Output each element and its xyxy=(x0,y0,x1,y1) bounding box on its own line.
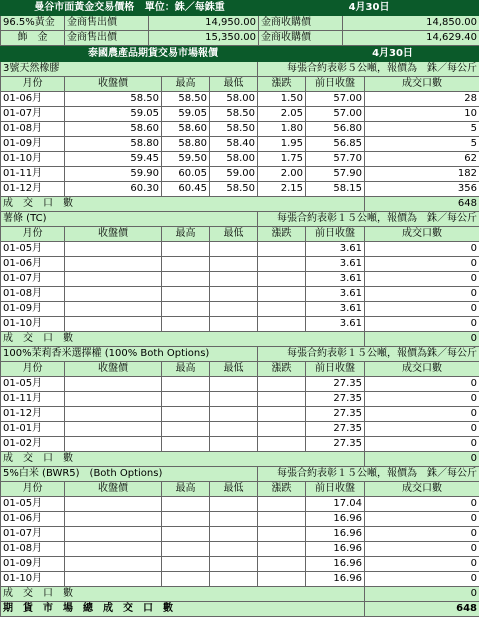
value-cell: 60.45 xyxy=(162,182,210,197)
value-cell xyxy=(65,497,162,512)
value-cell: 58.50 xyxy=(65,92,162,107)
value-cell: 17.04 xyxy=(306,497,365,512)
value-cell xyxy=(65,422,162,437)
value-cell xyxy=(162,407,210,422)
month-cell: 01-10月 xyxy=(1,572,65,587)
value-cell xyxy=(210,542,258,557)
month-cell: 01-09月 xyxy=(1,557,65,572)
volume-value: 0 xyxy=(365,332,479,347)
value-cell xyxy=(65,512,162,527)
month-cell: 01-07月 xyxy=(1,527,65,542)
column-header: 前日收盤 xyxy=(306,482,365,497)
value-cell: 0 xyxy=(365,392,479,407)
value-cell: 58.50 xyxy=(210,107,258,122)
value-cell: 16.96 xyxy=(306,512,365,527)
value-cell: 59.05 xyxy=(162,107,210,122)
value-cell: 10 xyxy=(365,107,479,122)
column-header: 成交口數 xyxy=(365,77,479,92)
value-cell xyxy=(65,257,162,272)
value-cell: 0 xyxy=(365,287,479,302)
value-cell xyxy=(258,272,306,287)
section-name: 100%茉莉香米選擇權 (100% Both Options) xyxy=(1,347,258,362)
value-cell: 16.96 xyxy=(306,542,365,557)
value-cell: 27.35 xyxy=(306,392,365,407)
sell-label: 金商售出價 xyxy=(65,31,149,46)
buy-label: 金商收購價 xyxy=(259,16,343,31)
value-cell xyxy=(258,527,306,542)
section-note: 每張合約表彰５公噸，報價為 銖／每公斤 xyxy=(258,62,479,77)
buy-price: 14,850.00 xyxy=(343,16,479,31)
value-cell xyxy=(162,497,210,512)
value-cell xyxy=(65,242,162,257)
value-cell: 1.80 xyxy=(258,122,306,137)
value-cell xyxy=(65,302,162,317)
value-cell: 0 xyxy=(365,512,479,527)
value-cell: 58.80 xyxy=(65,137,162,152)
value-cell: 0 xyxy=(365,497,479,512)
value-cell xyxy=(258,542,306,557)
value-cell xyxy=(210,437,258,452)
month-cell: 01-12月 xyxy=(1,407,65,422)
column-header: 最高 xyxy=(162,77,210,92)
column-header: 最高 xyxy=(162,227,210,242)
value-cell xyxy=(162,572,210,587)
column-header: 漲跌 xyxy=(258,227,306,242)
value-cell: 0 xyxy=(365,257,479,272)
column-header: 前日收盤 xyxy=(306,77,365,92)
column-header: 月份 xyxy=(1,362,65,377)
value-cell: 60.05 xyxy=(162,167,210,182)
volume-label: 成 交 口 數 xyxy=(1,197,365,212)
table-row xyxy=(1,407,479,422)
value-cell xyxy=(210,272,258,287)
value-cell xyxy=(65,407,162,422)
value-cell xyxy=(258,317,306,332)
gold-unit: 單位：銖／每銖重 xyxy=(144,2,225,13)
value-cell xyxy=(258,422,306,437)
column-header: 前日收盤 xyxy=(306,362,365,377)
value-cell xyxy=(258,557,306,572)
column-header: 成交口數 xyxy=(365,482,479,497)
column-header: 漲跌 xyxy=(258,482,306,497)
table-row xyxy=(1,377,479,392)
month-cell: 01-06月 xyxy=(1,512,65,527)
buy-price: 14,629.40 xyxy=(343,31,479,46)
value-cell: 0 xyxy=(365,317,479,332)
value-cell: 3.61 xyxy=(306,272,365,287)
value-cell: 59.00 xyxy=(210,167,258,182)
sell-label: 金商售出價 xyxy=(65,16,149,31)
value-cell: 58.60 xyxy=(162,122,210,137)
value-cell xyxy=(65,572,162,587)
section-header xyxy=(1,347,479,362)
volume-label: 成 交 口 數 xyxy=(1,452,365,467)
value-cell xyxy=(258,407,306,422)
table-row xyxy=(1,272,479,287)
value-cell xyxy=(258,392,306,407)
value-cell: 0 xyxy=(365,557,479,572)
value-cell: 58.60 xyxy=(65,122,162,137)
value-cell xyxy=(162,512,210,527)
value-cell: 3.61 xyxy=(306,287,365,302)
value-cell: 2.00 xyxy=(258,167,306,182)
table-row xyxy=(1,512,479,527)
value-cell: 1.95 xyxy=(258,137,306,152)
value-cell xyxy=(210,557,258,572)
value-cell xyxy=(258,497,306,512)
column-header: 月份 xyxy=(1,227,65,242)
value-cell xyxy=(210,257,258,272)
gold-title-cell xyxy=(1,1,259,16)
value-cell xyxy=(258,302,306,317)
total-label: 期 貨 市 場 總 成 交 口 數 xyxy=(1,602,365,617)
value-cell: 58.40 xyxy=(210,137,258,152)
value-cell xyxy=(65,392,162,407)
column-header: 收盤價 xyxy=(65,77,162,92)
value-cell: 16.96 xyxy=(306,557,365,572)
value-cell: 59.45 xyxy=(65,152,162,167)
futures-title: 泰國農產品期貨交易市場報價 xyxy=(1,47,306,62)
buy-label: 金商收購價 xyxy=(259,31,343,46)
column-header: 成交口數 xyxy=(365,227,479,242)
table-row xyxy=(1,572,479,587)
value-cell xyxy=(258,437,306,452)
value-cell xyxy=(162,287,210,302)
volume-value: 0 xyxy=(365,587,479,602)
column-header: 最高 xyxy=(162,482,210,497)
value-cell xyxy=(65,542,162,557)
month-cell: 01-05月 xyxy=(1,242,65,257)
month-cell: 01-08月 xyxy=(1,542,65,557)
value-cell xyxy=(210,527,258,542)
column-header: 漲跌 xyxy=(258,362,306,377)
value-cell xyxy=(210,392,258,407)
section-header xyxy=(1,467,479,482)
gold-label: 96.5%黃金 xyxy=(1,16,65,31)
month-cell: 01-01月 xyxy=(1,422,65,437)
table-row xyxy=(1,167,479,182)
value-cell xyxy=(258,242,306,257)
value-cell: 59.90 xyxy=(65,167,162,182)
month-cell: 01-02月 xyxy=(1,437,65,452)
value-cell xyxy=(258,287,306,302)
column-header: 月份 xyxy=(1,482,65,497)
value-cell: 27.35 xyxy=(306,422,365,437)
value-cell: 3.61 xyxy=(306,302,365,317)
value-cell xyxy=(210,302,258,317)
value-cell: 2.15 xyxy=(258,182,306,197)
value-cell: 0 xyxy=(365,407,479,422)
column-header: 最低 xyxy=(210,362,258,377)
column-header: 收盤價 xyxy=(65,482,162,497)
value-cell: 0 xyxy=(365,542,479,557)
month-cell: 01-11月 xyxy=(1,167,65,182)
month-cell: 01-12月 xyxy=(1,182,65,197)
section-name: 薯條 (TC) xyxy=(1,212,258,227)
value-cell xyxy=(162,542,210,557)
value-cell: 0 xyxy=(365,437,479,452)
table-row xyxy=(1,182,479,197)
table-row xyxy=(1,422,479,437)
value-cell xyxy=(210,287,258,302)
value-cell xyxy=(65,557,162,572)
futures-date: 4月30日 xyxy=(306,47,479,62)
value-cell: 27.35 xyxy=(306,377,365,392)
value-cell xyxy=(162,422,210,437)
column-header: 前日收盤 xyxy=(306,227,365,242)
value-cell xyxy=(162,527,210,542)
total-row xyxy=(1,602,479,617)
section-note: 每張合約表彰１５公噸，報價為 銖／每公斤 xyxy=(258,212,479,227)
table-row xyxy=(1,527,479,542)
table-row xyxy=(1,317,479,332)
volume-row xyxy=(1,197,479,212)
value-cell xyxy=(210,317,258,332)
table-row xyxy=(1,287,479,302)
value-cell xyxy=(162,392,210,407)
value-cell: 3.61 xyxy=(306,257,365,272)
value-cell: 57.90 xyxy=(306,167,365,182)
value-cell xyxy=(210,497,258,512)
value-cell: 58.50 xyxy=(162,92,210,107)
total-value: 648 xyxy=(365,602,479,617)
value-cell: 59.50 xyxy=(162,152,210,167)
value-cell xyxy=(65,527,162,542)
gold-date: 4月30日 xyxy=(259,1,479,16)
sell-price: 14,950.00 xyxy=(149,16,259,31)
month-cell: 01-08月 xyxy=(1,287,65,302)
volume-row xyxy=(1,587,479,602)
value-cell xyxy=(258,572,306,587)
month-cell: 01-05月 xyxy=(1,377,65,392)
value-cell: 0 xyxy=(365,527,479,542)
column-header-row xyxy=(1,482,479,497)
value-cell xyxy=(210,422,258,437)
table-row xyxy=(1,302,479,317)
volume-value: 648 xyxy=(365,197,479,212)
section-header xyxy=(1,62,479,77)
column-header: 最低 xyxy=(210,482,258,497)
table-row xyxy=(1,392,479,407)
column-header: 漲跌 xyxy=(258,77,306,92)
value-cell xyxy=(65,287,162,302)
table-row xyxy=(1,437,479,452)
table-row xyxy=(1,242,479,257)
value-cell: 62 xyxy=(365,152,479,167)
table-row xyxy=(1,107,479,122)
value-cell: 16.96 xyxy=(306,572,365,587)
value-cell: 1.75 xyxy=(258,152,306,167)
value-cell xyxy=(210,377,258,392)
value-cell: 27.35 xyxy=(306,437,365,452)
column-header: 最低 xyxy=(210,77,258,92)
value-cell xyxy=(162,242,210,257)
month-cell: 01-11月 xyxy=(1,392,65,407)
value-cell xyxy=(65,272,162,287)
value-cell: 58.00 xyxy=(210,152,258,167)
column-header: 收盤價 xyxy=(65,227,162,242)
section-name: 3號天然橡膠 xyxy=(1,62,258,77)
sell-price: 15,350.00 xyxy=(149,31,259,46)
section-note: 每張合約表彰１５公噸，報價為銖／每公斤 xyxy=(258,347,479,362)
column-header-row xyxy=(1,77,479,92)
value-cell: 58.80 xyxy=(162,137,210,152)
column-header: 成交口數 xyxy=(365,362,479,377)
month-cell: 01-05月 xyxy=(1,497,65,512)
section-name: 5%白米 (BWR5) (Both Options) xyxy=(1,467,258,482)
value-cell: 3.61 xyxy=(306,242,365,257)
value-cell: 5 xyxy=(365,137,479,152)
value-cell: 28 xyxy=(365,92,479,107)
value-cell: 5 xyxy=(365,122,479,137)
value-cell: 16.96 xyxy=(306,527,365,542)
month-cell: 01-06月 xyxy=(1,257,65,272)
value-cell xyxy=(162,557,210,572)
month-cell: 01-07月 xyxy=(1,107,65,122)
month-cell: 01-07月 xyxy=(1,272,65,287)
value-cell: 0 xyxy=(365,272,479,287)
value-cell xyxy=(258,512,306,527)
value-cell: 57.70 xyxy=(306,152,365,167)
month-cell: 01-09月 xyxy=(1,302,65,317)
column-header-row xyxy=(1,362,479,377)
volume-row xyxy=(1,332,479,347)
table-row xyxy=(1,152,479,167)
gold-price-table xyxy=(0,0,479,46)
gold-label: 飾 金 xyxy=(1,31,65,46)
futures-table xyxy=(0,46,479,617)
value-cell xyxy=(65,317,162,332)
value-cell: 56.80 xyxy=(306,122,365,137)
value-cell xyxy=(162,257,210,272)
table-row xyxy=(1,122,479,137)
value-cell: 356 xyxy=(365,182,479,197)
table-row xyxy=(1,92,479,107)
value-cell xyxy=(162,317,210,332)
gold-title: 曼谷市面黃金交易價格 xyxy=(34,2,135,13)
value-cell: 57.00 xyxy=(306,107,365,122)
value-cell: 58.50 xyxy=(210,122,258,137)
section-note: 每張合約表彰１５公噸，報價為 銖／每公斤 xyxy=(258,467,479,482)
column-header: 月份 xyxy=(1,77,65,92)
value-cell xyxy=(162,302,210,317)
value-cell: 0 xyxy=(365,377,479,392)
value-cell xyxy=(258,257,306,272)
column-header-row xyxy=(1,227,479,242)
value-cell xyxy=(162,272,210,287)
column-header: 最低 xyxy=(210,227,258,242)
table-row xyxy=(1,557,479,572)
value-cell: 58.50 xyxy=(210,182,258,197)
value-cell: 1.50 xyxy=(258,92,306,107)
value-cell xyxy=(65,377,162,392)
month-cell: 01-09月 xyxy=(1,137,65,152)
value-cell xyxy=(258,377,306,392)
month-cell: 01-10月 xyxy=(1,152,65,167)
month-cell: 01-10月 xyxy=(1,317,65,332)
volume-value: 0 xyxy=(365,452,479,467)
value-cell xyxy=(65,437,162,452)
table-row xyxy=(1,137,479,152)
volume-label: 成 交 口 數 xyxy=(1,587,365,602)
value-cell xyxy=(210,512,258,527)
value-cell xyxy=(210,242,258,257)
value-cell: 59.05 xyxy=(65,107,162,122)
value-cell: 0 xyxy=(365,302,479,317)
value-cell xyxy=(162,377,210,392)
value-cell: 0 xyxy=(365,572,479,587)
value-cell: 3.61 xyxy=(306,317,365,332)
volume-label: 成 交 口 數 xyxy=(1,332,365,347)
month-cell: 01-06月 xyxy=(1,92,65,107)
month-cell: 01-08月 xyxy=(1,122,65,137)
value-cell: 58.00 xyxy=(210,92,258,107)
value-cell: 2.05 xyxy=(258,107,306,122)
column-header: 最高 xyxy=(162,362,210,377)
table-row xyxy=(1,497,479,512)
value-cell xyxy=(162,437,210,452)
volume-row xyxy=(1,452,479,467)
value-cell: 182 xyxy=(365,167,479,182)
table-row xyxy=(1,257,479,272)
value-cell: 58.15 xyxy=(306,182,365,197)
section-header xyxy=(1,212,479,227)
value-cell: 0 xyxy=(365,242,479,257)
table-row xyxy=(1,542,479,557)
value-cell xyxy=(210,572,258,587)
value-cell: 56.85 xyxy=(306,137,365,152)
value-cell xyxy=(210,407,258,422)
value-cell: 27.35 xyxy=(306,407,365,422)
value-cell: 57.00 xyxy=(306,92,365,107)
value-cell: 60.30 xyxy=(65,182,162,197)
value-cell: 0 xyxy=(365,422,479,437)
column-header: 收盤價 xyxy=(65,362,162,377)
